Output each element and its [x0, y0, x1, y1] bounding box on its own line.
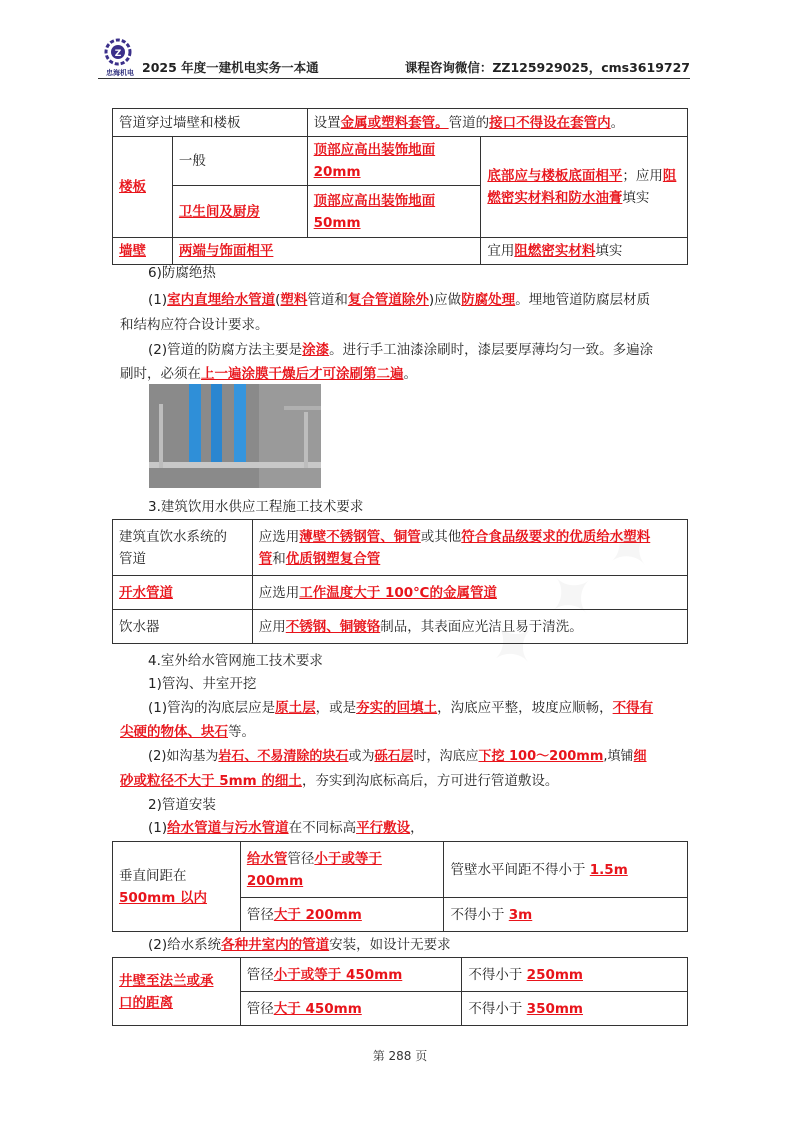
header-contact: 课程咨询微信：ZZ125929025，cms3619727: [404, 60, 690, 75]
table-cell: 楼板: [113, 137, 173, 238]
drinking-water-table: [112, 519, 688, 644]
section-heading: 6)防腐绝热: [148, 265, 216, 281]
table-row: [113, 137, 688, 186]
paragraph-line: 和结构应符合设计要求。: [120, 317, 269, 333]
section-heading: 3.建筑饮用水供应工程施工技术要求: [148, 499, 364, 515]
pipe-photo: [149, 384, 321, 488]
table-cell: 一般: [172, 137, 307, 186]
paragraph-line: 砂或粒径不大于 5mm 的细土，夯实到沟底标高后，方可进行管道敷设。: [120, 773, 559, 789]
paragraph-line: (1)管沟的沟底层应是原土层，或是夯实的回填土，沟底应平整，坡度应顺畅，不得有: [148, 700, 654, 716]
table-cell: 管径大于 200mm: [240, 898, 444, 932]
table-row: [113, 610, 688, 644]
table-cell: 井壁至法兰或承 口的距离: [113, 958, 241, 1026]
table-cell: 管道穿过墙壁和楼板: [113, 109, 308, 137]
subsection-heading: 1)管沟、井室开挖: [148, 676, 257, 692]
table-cell: 不得小于 350mm: [462, 992, 688, 1026]
table-cell: 应选用工作温度大于 100℃的金属管道: [252, 576, 687, 610]
table-cell: 顶部应高出装饰地面50mm: [307, 186, 481, 238]
table-cell: 建筑直饮水系统的 管道: [113, 520, 253, 576]
svg-text:Z: Z: [114, 49, 122, 59]
table-cell: 垂直间距在 500mm 以内: [113, 842, 241, 932]
table-cell: 卫生间及厨房: [172, 186, 307, 238]
table-row: [113, 842, 688, 898]
paragraph-line: (1)室内直埋给水管道(塑料管道和复合管道除外)应做防腐处理。埋地管道防腐层材质: [148, 292, 651, 308]
page-number: 第 288 页: [372, 1049, 428, 1063]
paragraph-line: 刷时，必须在上一遍涂膜干燥后才可涂刷第二遍。: [120, 366, 417, 382]
table-cell: 饮水器: [113, 610, 253, 644]
table-cell: 不得小于 3m: [444, 898, 688, 932]
pipe-spacing-table: [112, 841, 688, 932]
table-cell: 应选用薄壁不锈钢管、铜管或其他符合食品级要求的优质给水塑料 管和优质钢塑复合管: [252, 520, 687, 576]
table-cell: 应用不锈钢、铜镀铬制品，其表面应光洁且易于清洗。: [252, 610, 687, 644]
table-cell: 管径大于 450mm: [240, 992, 462, 1026]
paragraph-line: (2)管道的防腐方法主要是涂漆。进行手工油漆涂刷时，漆层要厚薄均匀一致。多遍涂: [148, 342, 654, 358]
table-row: [113, 958, 688, 992]
table-cell: 开水管道: [113, 576, 253, 610]
table-row: [113, 576, 688, 610]
well-distance-table: [112, 957, 688, 1026]
logo-text: 忠海机电: [106, 69, 134, 77]
table-cell: 设置金属或塑料套管。管道的接口不得设在套管内。: [307, 109, 687, 137]
table-cell: 顶部应高出装饰地面20mm: [307, 137, 481, 186]
header-title: 2025 年度一建机电实务一本通: [142, 60, 319, 75]
table-cell: 宜用阻燃密实材料填实: [481, 238, 688, 265]
table-row: [113, 520, 688, 576]
pipe-sleeve-table: [112, 108, 688, 265]
paragraph-line: 尖硬的物体、块石等。: [120, 724, 255, 740]
table-cell: 管径小于或等于 450mm: [240, 958, 462, 992]
table-cell: 给水管管径小于或等于 200mm: [240, 842, 444, 898]
subsection-heading: 2)管道安装: [148, 797, 216, 813]
table-cell: 墙壁: [113, 238, 173, 265]
table-cell: 两端与饰面相平: [172, 238, 480, 265]
table-cell: 底部应与楼板底面相平；应用阻燃密实材料和防水油膏填实: [481, 137, 688, 238]
page-header: [98, 38, 690, 79]
paragraph-line: (2)给水系统各种井室内的管道安装，如设计无要求: [148, 937, 451, 953]
paragraph-line: (2)如沟基为岩石、不易清除的块石或为砾石层时，沟底应下挖 100～200mm,填铺细: [148, 749, 647, 764]
table-cell: 管壁水平间距不得小于 1.5m: [444, 842, 688, 898]
pipe-bracket-image: [149, 384, 321, 488]
table-cell: 不得小于 250mm: [462, 958, 688, 992]
section-heading: 4.室外给水管网施工技术要求: [148, 653, 323, 669]
table-row: [113, 238, 688, 265]
paragraph-line: (1)给水管道与污水管道在不同标高平行敷设，: [148, 820, 424, 836]
table-row: [113, 109, 688, 137]
